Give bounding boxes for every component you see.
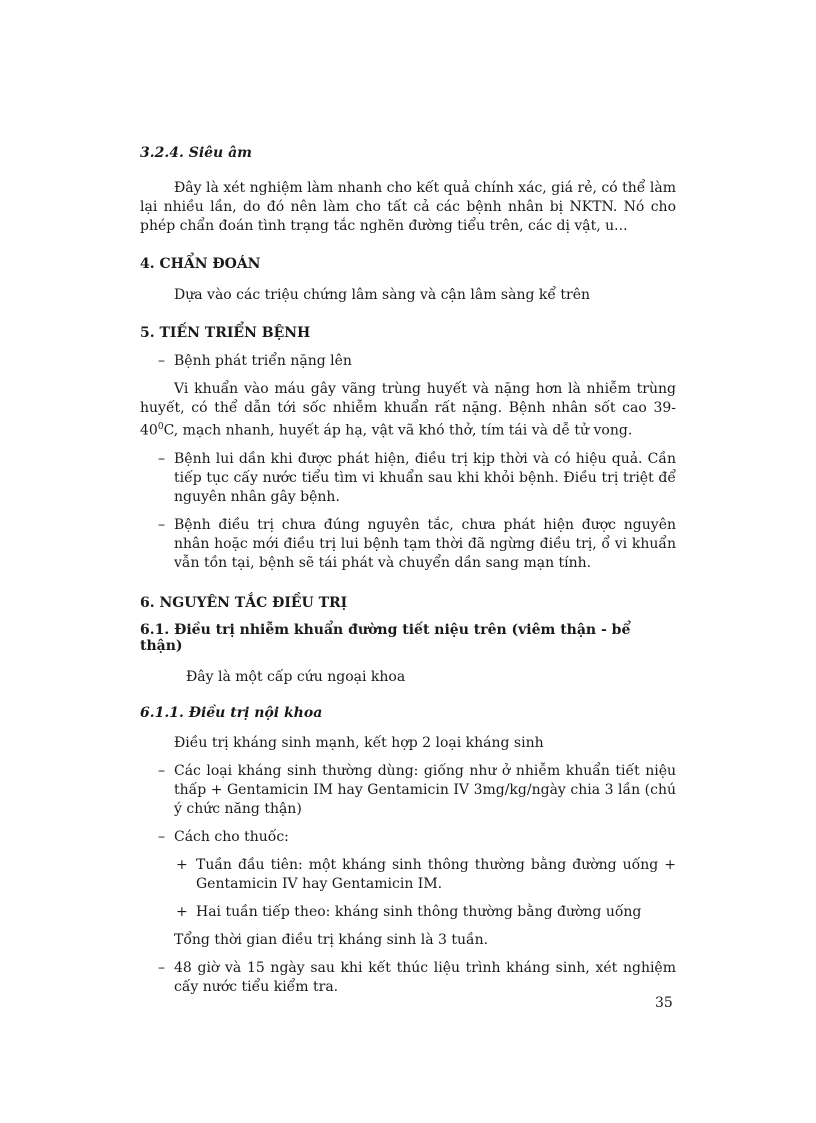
heading-6-1-1: 6.1.1. Điều trị nội khoa [140,704,323,721]
plus-marker: + [176,856,188,873]
list-item [140,450,676,507]
list-item [140,959,676,997]
list-item-text: Bệnh điều trị chưa đúng nguyên tắc, chưa phát hiện được nguyên nhân hoặc mới điều trị lui bệnh tạm thời đã ngừng điều trị, ổ vi khuẩn vẫn tồn tại, bệnh sẽ tái phát và chuyển dần sang mạn tính. [174,516,676,571]
paragraph-ultrasound: Đây là xét nghiệm làm nhanh cho kết quả chính xác, giá rẻ, có thể làm lại nhiều lần, do đó nên làm cho tất cả các bệnh nhân bị NKTN. Nó cho phép chẩn đoán tình trạng tắc nghẽn đường tiểu trên, các dị vật, u... [140,180,676,234]
dash-marker: – [158,828,165,845]
list-item [140,762,676,819]
text-segment: Vi khuẩn vào máu gây vãng trùng huyết và nặng hơn là nhiễm trùng huyết, có thể dẫn tới sốc nhiễm khuẩn rất nặng. Bệnh nhân sốt cao 39-40 [140,381,676,439]
sub-list-item [140,903,676,922]
list-item [140,828,676,847]
paragraph-diagnosis: Dựa vào các triệu chứng lâm sàng và cận lâm sàng kể trên [174,287,591,303]
list-item [140,352,676,371]
heading-5: 5. TIẾN TRIỂN BỆNH [140,325,311,341]
list-item [140,516,676,573]
list-item-text: Các loại kháng sinh thường dùng: giống như ở nhiễm khuẩn tiết niệu thấp + Gentamicin IM hay Gentamicin IV 3mg/kg/ngày chia 3 lần (chú ý chức năng thận) [174,762,676,817]
page-content [140,145,676,997]
paragraph-total-duration: Tổng thời gian điều trị kháng sinh là 3 tuần. [174,931,489,948]
page-number: 35 [655,995,673,1011]
dash-marker: – [158,959,165,976]
text-segment: C, mạch nhanh, huyết áp hạ, vật vã khó thở, tím tái và dễ tử vong. [163,422,633,439]
paragraph-septicemia [140,380,676,441]
heading-3-2-4: 3.2.4. Siêu âm [140,145,252,161]
plus-marker: + [176,903,188,920]
dash-marker: – [158,353,165,369]
paragraph-emergency: Đây là một cấp cứu ngoại khoa [186,668,406,685]
dash-marker: – [158,762,165,779]
sub-list-item-text: Tuần đầu tiên: một kháng sinh thông thường bằng đường uống + Gentamicin IV hay Gentamicin IM. [196,856,676,892]
dash-marker: – [158,516,165,533]
heading-6: 6. NGUYÊN TẮC ĐIỀU TRỊ [140,594,348,611]
dash-marker: – [158,450,165,467]
heading-4: 4. CHẨN ĐOÁN [140,256,261,272]
list-item-text: Bệnh lui dần khi được phát hiện, điều trị kịp thời và có hiệu quả. Cần tiếp tục cấy nước tiểu tìm vi khuẩn sau khi khỏi bệnh. Điều trị triệt để nguyên nhân gây bệnh. [174,450,676,505]
list-item-text: Bệnh phát triển nặng lên [174,353,352,369]
list-item-text: 48 giờ và 15 ngày sau khi kết thúc liệu trình kháng sinh, xét nghiệm cấy nước tiểu kiểm tra. [174,959,676,995]
paragraph-antibiotics: Điều trị kháng sinh mạnh, kết hợp 2 loại kháng sinh [174,734,544,751]
sub-list-item [140,856,676,894]
list-item-text: Cách cho thuốc: [174,828,289,845]
sub-list-item-text: Hai tuần tiếp theo: kháng sinh thông thường bằng đường uống [196,903,642,920]
superscript: 0 [157,422,164,432]
heading-6-1: 6.1. Điều trị nhiễm khuẩn đường tiết niệu trên (viêm thận - bể thận) [140,621,631,654]
